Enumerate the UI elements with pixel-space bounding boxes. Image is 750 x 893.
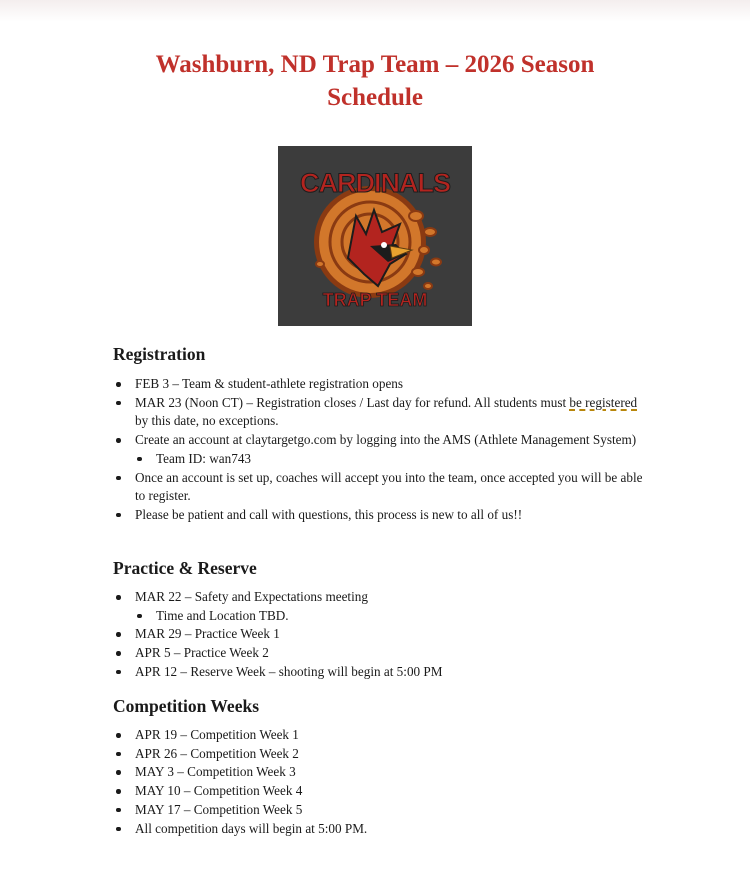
practice-list	[113, 588, 653, 682]
list-item: APR 12 – Reserve Week – shooting will begin at 5:00 PM	[113, 663, 653, 682]
spellcheck-underlined-text: be registered	[569, 394, 638, 410]
fragment-3	[419, 246, 429, 254]
registration-heading: Registration	[113, 344, 206, 364]
list-item: Create an account at claytargetgo.com by logging into the AMS (Athlete Management System)	[113, 431, 653, 450]
list-item: MAR 29 – Practice Week 1	[113, 625, 653, 644]
sub-list-item: Time and Location TBD.	[113, 607, 653, 626]
competition-heading: Competition Weeks	[113, 696, 259, 716]
page-title	[0, 48, 750, 114]
competition-list	[113, 726, 653, 838]
list-item: All competition days will begin at 5:00 PM.	[113, 820, 653, 839]
list-item: Once an account is set up, coaches will accept you into the team, once accepted you will be able to register.	[113, 469, 653, 506]
list-item: MAY 17 – Competition Week 5	[113, 801, 653, 820]
practice-section	[113, 557, 653, 682]
logo-bottom-text: TRAP TEAM	[322, 290, 428, 310]
sub-list-item: Team ID: wan743	[113, 450, 653, 469]
list-item: APR 26 – Competition Week 2	[113, 745, 653, 764]
list-item: APR 5 – Practice Week 2	[113, 644, 653, 663]
title-line-2: Schedule	[327, 84, 423, 111]
registration-section	[113, 343, 653, 525]
item-text: by this date, no exceptions.	[135, 413, 279, 429]
cardinal-eye	[381, 242, 387, 248]
fragment-2	[424, 228, 436, 236]
list-item: FEB 3 – Team & student-athlete registration opens	[113, 375, 653, 394]
fragment-4	[431, 259, 441, 266]
top-shadow	[0, 0, 750, 22]
registration-list	[113, 375, 653, 525]
fragment-6	[424, 283, 432, 289]
logo-top-text: CARDINALS	[300, 168, 450, 198]
fragment-7	[316, 261, 324, 267]
competition-section	[113, 695, 653, 838]
item-text: MAR 23 (Noon CT) – Registration closes / Last day for refund. All students must	[135, 394, 570, 410]
title-line-1: Washburn, ND Trap Team – 2026 Season	[155, 51, 595, 78]
logo-graphic	[278, 146, 472, 326]
practice-heading: Practice & Reserve	[113, 558, 257, 578]
list-item: APR 19 – Competition Week 1	[113, 726, 653, 745]
list-item: MAR 22 – Safety and Expectations meeting	[113, 588, 653, 607]
fragment-1	[409, 211, 423, 221]
list-item: MAY 3 – Competition Week 3	[113, 763, 653, 782]
cardinals-trap-team-logo	[278, 146, 472, 326]
list-item	[113, 394, 653, 431]
list-item: Please be patient and call with questions, this process is new to all of us!!	[113, 506, 653, 525]
fragment-5	[412, 268, 424, 276]
list-item: MAY 10 – Competition Week 4	[113, 782, 653, 801]
